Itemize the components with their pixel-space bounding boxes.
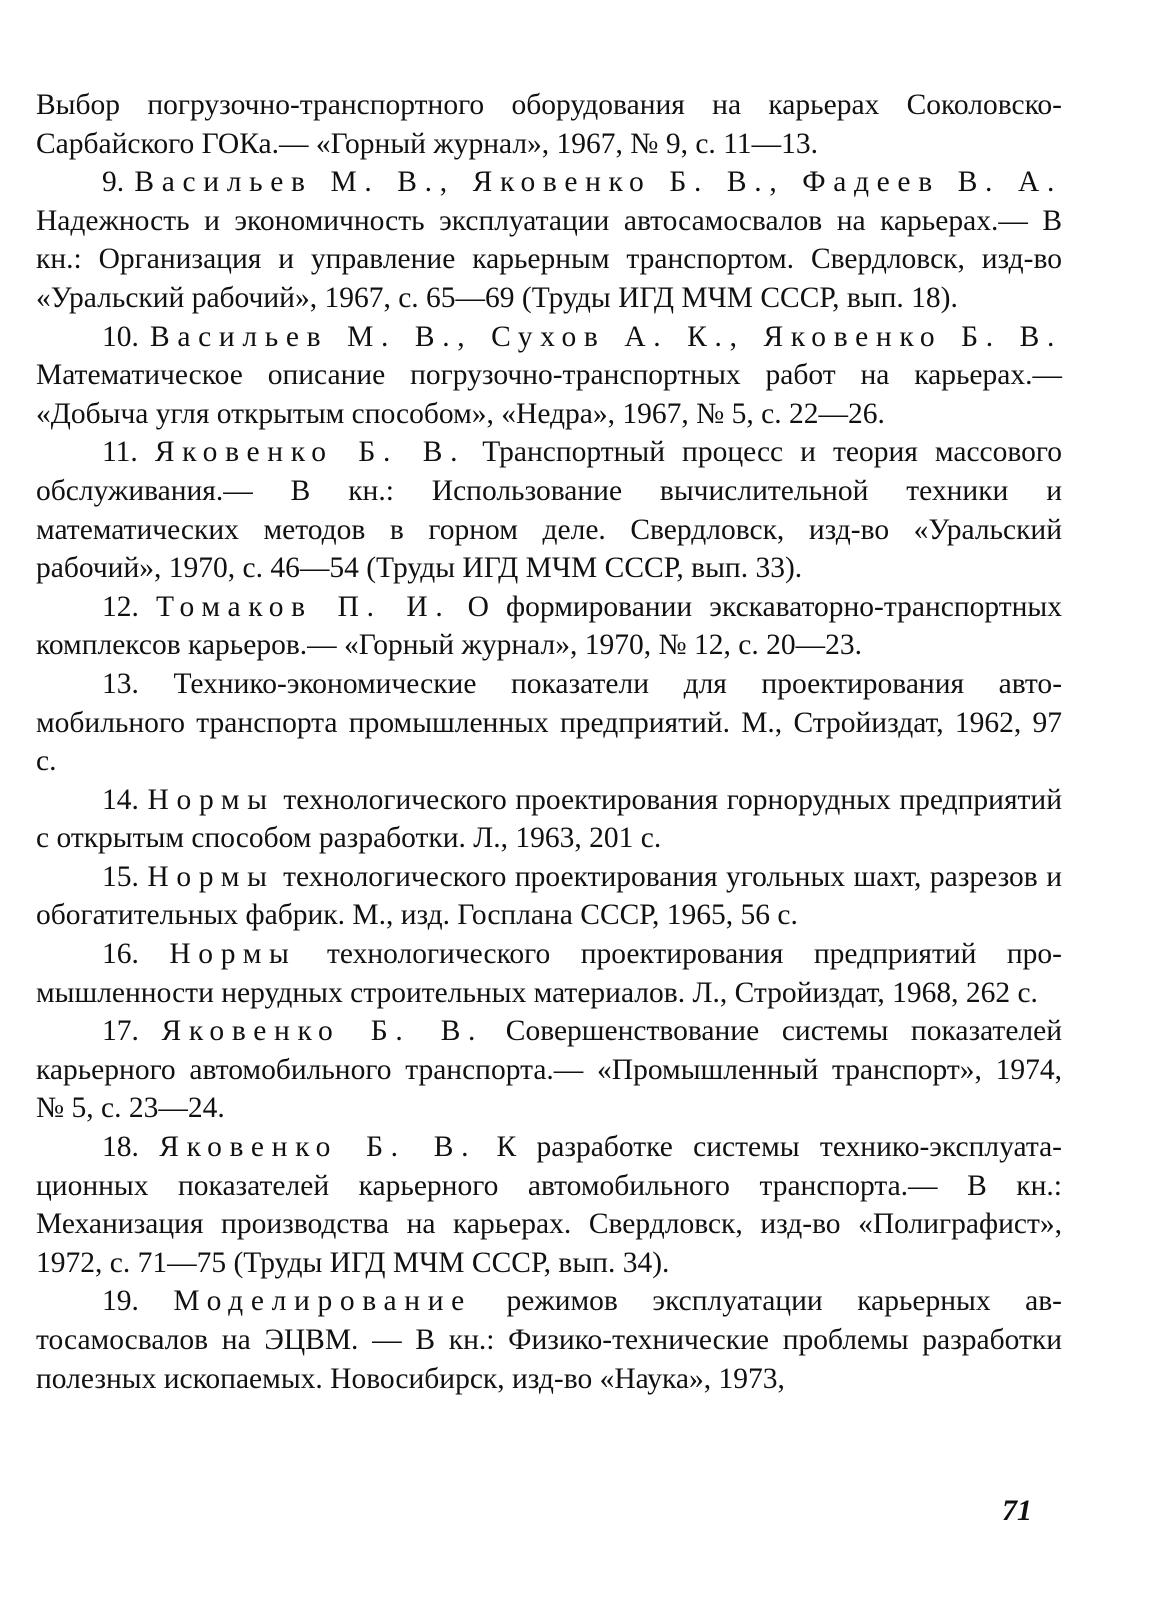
reference-author: Васильев М. В., Яковенко Б. В., Фадеев В. А. [134, 166, 1063, 199]
reference-number: 18. [102, 1131, 160, 1164]
reference-text: К разработке системы технико-эксплуатационных показателей карьерного автомобильного транспорта.— В кн.: Механизация производства на карьерах. Свердловск, изд-во «Полиграфист», 1972, с. 71—75 (Труды ИГД МЧМ СССР, вып. 34). [36, 1131, 1062, 1279]
reference-author: Нормы [147, 783, 275, 816]
reference-author: Томаков П. И. [156, 590, 451, 623]
reference-text: О формировании экскаваторно-транспортных комплексов карьеров.— «Горный журнал», 1970, № 12, с. 20—23. [36, 590, 1062, 662]
reference-entry [36, 1128, 1062, 1282]
reference-text: Выбор погрузочно-транспортного оборудования на карьерах Соколовско-Сарбайского ГОКа.— «Горный журнал», 1967, № 9, с. 11—13. [36, 89, 1062, 160]
reference-author: Моделирование [173, 1285, 472, 1318]
page-number: 71 [1002, 1494, 1032, 1527]
reference-entry [36, 935, 1062, 1012]
reference-number: 14. [102, 783, 148, 816]
reference-number: 11. [102, 436, 155, 469]
reference-entry [36, 781, 1062, 858]
reference-number: 10. [102, 320, 151, 353]
reference-text: Транспортный процесс и теория массового обслуживания.— В кн.: Использование вычислительной техники и математических методов в горном деле. Свердловск, изд-во «Уральский рабочий», 1970, с. 46—54 (Труды ИГД МЧМ СССР, вып. 33). [36, 436, 1062, 585]
reference-number: 9. [102, 166, 135, 199]
reference-text: режимов эксплуатации карьерных автосамосвалов на ЭЦВМ. — В кн.: Физико-технические проблемы разработки полезных ископаемых. Новосибирск, изд-во «Наука», 1973, [36, 1285, 1062, 1395]
reference-author: Васильев М. В., Сухов А. К., Яковенко Б. В. [150, 320, 1063, 353]
reference-text: технологического проектирования угольных шахт, разрезов и обогатительных фабрик. М., изд. Госплана СССР, 1965, 56 с. [36, 860, 1063, 932]
reference-text: технологического проектирования горнорудных предприятий с открытым способом разработки. Л., 1963, 201 с. [36, 783, 1062, 855]
reference-entry [36, 86, 1062, 163]
reference-text: Технико-экономические показатели для проектирования автомобильного транспорта промышленных предприятий. М., Стройиздат, 1962, 97 с. [36, 667, 1063, 778]
reference-text: технологического проектирования предприятий промышленности нерудных строительных материалов. Л., Стройиздат, 1968, 262 с. [36, 938, 1062, 1009]
reference-text: Совершенствование системы показателей карьерного автомобильного транспорта.— «Промышленный транспорт», 1974, № 5, с. 23—24. [36, 1015, 1063, 1125]
reference-entry [36, 1282, 1062, 1398]
reference-author: Нормы [147, 860, 275, 893]
reference-number: 16. [102, 938, 170, 971]
reference-number: 12. [102, 590, 157, 623]
reference-number: 17. [102, 1015, 162, 1048]
reference-author: Яковенко Б. В. [154, 436, 466, 469]
bibliography-page [36, 86, 1062, 1398]
reference-entry [36, 588, 1062, 665]
reference-entry [36, 1012, 1062, 1128]
reference-entry [36, 665, 1062, 781]
reference-number: 19. [102, 1285, 174, 1318]
reference-author: Нормы [169, 938, 297, 971]
reference-text: Надежность и экономичность эксплуатации автосамосвалов на карьерах.— В кн.: Организация и управление карьерным транспортом. Свердловск, изд-во «Уральский рабочий», 1967, с. 65—69 (Труды ИГД МЧМ СССР, вып. 18). [36, 204, 1062, 314]
reference-author: Яковенко Б. В. [161, 1015, 484, 1048]
reference-number: 15. [102, 860, 148, 893]
reference-entry [36, 163, 1062, 317]
reference-number: 13. [102, 667, 174, 700]
reference-text: Математическое описание погрузочно-транспортных работ на карьерах.— «Добыча угля открытым способом», «Недра», 1967, № 5, с. 22—26. [36, 359, 1062, 430]
reference-entry [36, 858, 1062, 935]
reference-entry [36, 318, 1062, 434]
reference-author: Яковенко Б. В. [159, 1131, 477, 1164]
reference-entry [36, 433, 1062, 587]
